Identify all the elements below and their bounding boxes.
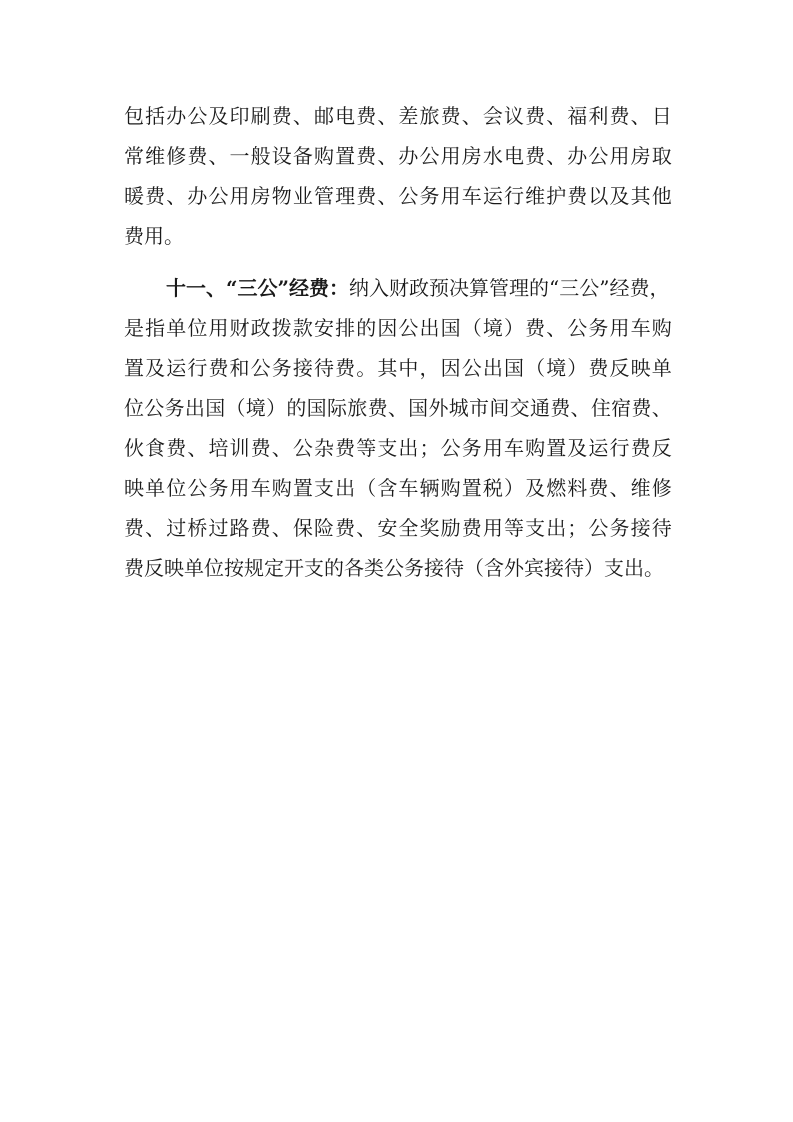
paragraph-first-line <box>124 268 672 308</box>
paragraph-three-public-expenses <box>124 268 672 588</box>
paragraph-line: 是 指 单 位 用 财 政 拨 款 安 排 的 因 公 出 国 （ 境 ） 费 、 公 务 用 车 购 <box>124 316 672 340</box>
heading-continuation: 纳入财政预决算管理的“三公”经费， <box>349 276 670 300</box>
paragraph-line: 置 及 运 行 费 和 公 务 接 待 费 。 其 中 ， 因 公 出 国 （ 境 ） 费 反 映 单 <box>124 356 672 380</box>
paragraph-line: 常 维 修 费 、 一 般 设 备 购 置 费 、 办 公 用 房 水 电 费 、 办 公 用 房 取 <box>124 144 672 168</box>
paragraph-line: 费反映单位按规定开支的各类公务接待（含外宾接待）支出。 <box>124 556 664 580</box>
paragraph-line: 位 公 务 出 国 （ 境 ） 的 国 际 旅 费 、 国 外 城 市 间 交 通 费 、 住 宿 费 、 <box>124 396 672 420</box>
paragraph-line: 费 、 过 桥 过 路 费 、 保 险 费 、 安 全 奖 励 费 用 等 支 出 ； 公 务 接 待 <box>124 516 672 540</box>
paragraph-expense-items <box>124 96 672 256</box>
paragraph-line: 暖 费 、 办 公 用 房 物 业 管 理 费 、 公 务 用 车 运 行 维 护 费 以 及 其 他 <box>124 184 672 208</box>
paragraph-line: 包 括 办 公 及 印 刷 费 、 邮 电 费 、 差 旅 费 、 会 议 费 、 福 利 费 、 日 <box>124 104 672 128</box>
section-heading: 十一、“三公”经费： <box>166 276 350 300</box>
paragraph-line: 伙 食 费 、 培 训 费 、 公 杂 费 等 支 出 ； 公 务 用 车 购 置 及 运 行 费 反 <box>124 436 672 460</box>
paragraph-line: 费用。 <box>124 224 184 248</box>
paragraph-line: 映 单 位 公 务 用 车 购 置 支 出 （ 含 车 辆 购 置 税 ） 及 燃 料 费 、 维 修 <box>124 476 672 500</box>
